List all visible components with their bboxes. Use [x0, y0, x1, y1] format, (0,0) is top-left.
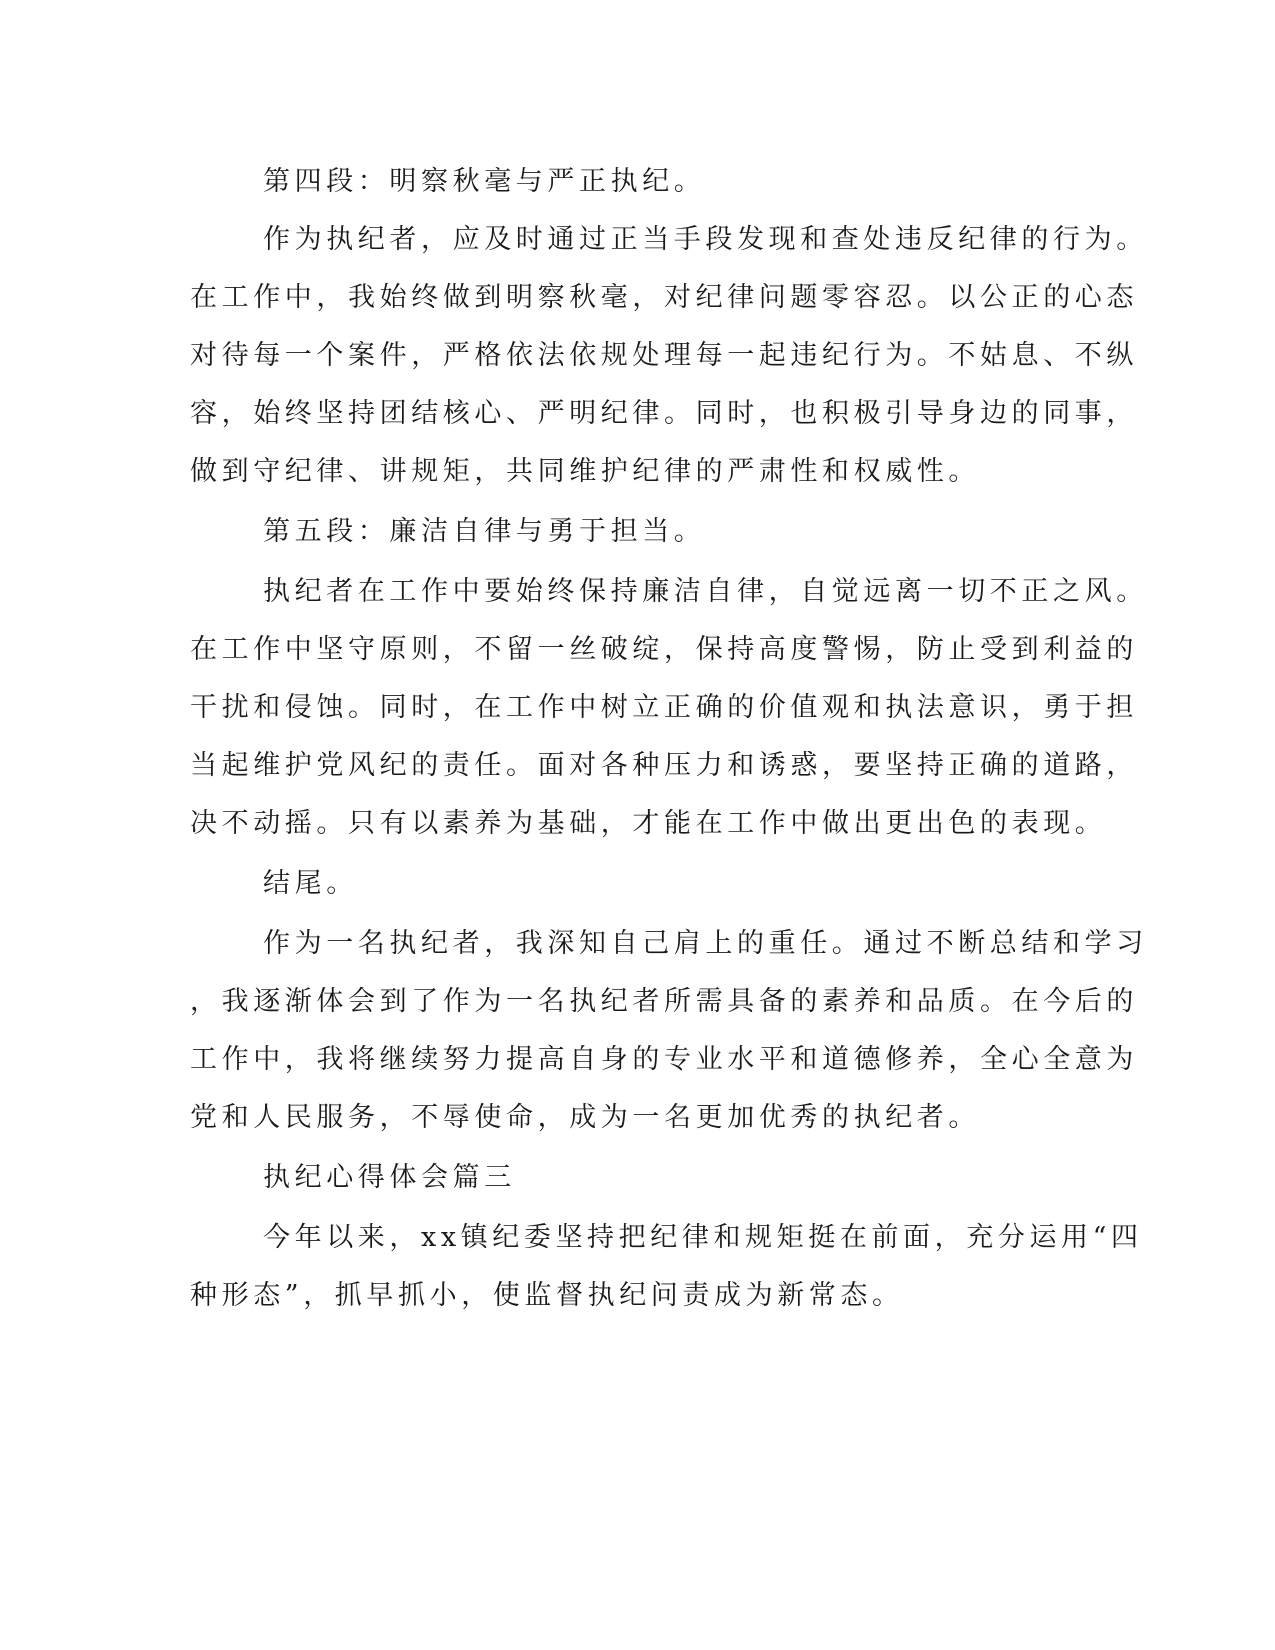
paragraph-line: 当起维护党风纪的责任。面对各种压力和诱惑，要坚持正确的道路，: [190, 750, 1138, 781]
paragraph-line: 种形态”，抓早抓小，使监督执纪问责成为新常态。: [190, 1280, 904, 1311]
paragraph-line: 容，始终坚持团结核心、严明纪律。同时，也积极引导身边的同事，: [190, 398, 1138, 429]
section-four-heading: 第四段：明察秋毫与严正执纪。: [263, 166, 706, 197]
paragraph-line: 干扰和侵蚀。同时，在工作中树立正确的价值观和执法意识，勇于担: [190, 692, 1138, 723]
paragraph-line: 作为执纪者，应及时通过正当手段发现和查处违反纪律的行为。: [263, 224, 1148, 255]
paragraph-line: 作为一名执纪者，我深知自己肩上的重任。通过不断总结和学习: [263, 928, 1148, 959]
conclusion-heading: 结尾。: [263, 868, 358, 899]
paragraph-line: 对待每一个案件，严格依法依规处理每一起违纪行为。不姑息、不纵: [190, 340, 1138, 371]
paragraph-line: 在工作中，我始终做到明察秋毫，对纪律问题零容忍。以公正的心态: [190, 282, 1138, 313]
paragraph-line: 党和人民服务，不辱使命，成为一名更加优秀的执纪者。: [190, 1102, 980, 1133]
paragraph-line: 工作中，我将继续努力提高自身的专业水平和道德修养，全心全意为: [190, 1044, 1138, 1075]
section-five-heading: 第五段：廉洁自律与勇于担当。: [263, 516, 706, 547]
paragraph-line: 今年以来，xx镇纪委坚持把纪律和规矩挺在前面，充分运用“四: [263, 1222, 1143, 1253]
paragraph-line: 在工作中坚守原则，不留一丝破绽，保持高度警惕，防止受到利益的: [190, 634, 1138, 665]
paragraph-line: ，我逐渐体会到了作为一名执纪者所需具备的素养和品质。在今后的: [190, 986, 1138, 1017]
article-three-heading: 执纪心得体会篇三: [263, 1162, 516, 1193]
paragraph-line: 执纪者在工作中要始终保持廉洁自律，自觉远离一切不正之风。: [263, 576, 1148, 607]
paragraph-line: 做到守纪律、讲规矩，共同维护纪律的严肃性和权威性。: [190, 456, 980, 487]
paragraph-line: 决不动摇。只有以素养为基础，才能在工作中做出更出色的表现。: [190, 808, 1107, 839]
